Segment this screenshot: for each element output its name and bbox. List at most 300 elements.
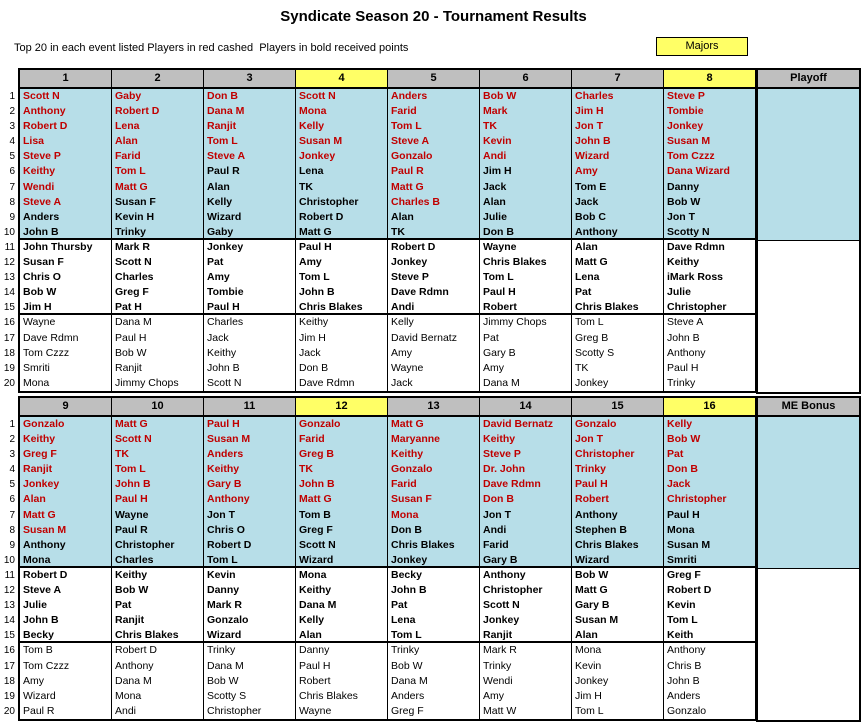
player-cell: Amy	[388, 346, 479, 361]
player-cell: Anthony	[664, 643, 755, 658]
player-cell: David Bernatz	[480, 417, 571, 432]
player-cell: Dave Rdmn	[20, 331, 111, 346]
player-cell: Paul H	[204, 300, 295, 315]
row-number: 16	[3, 645, 15, 657]
player-cell: Christopher	[572, 447, 663, 462]
player-cell: Lena	[296, 164, 387, 179]
row-number: 4	[9, 464, 15, 476]
player-cell: Wayne	[296, 704, 387, 719]
player-cell: Dana M	[388, 674, 479, 689]
event-header: 3	[204, 70, 295, 89]
event-column-2	[112, 70, 204, 391]
player-cell: Jonkey	[664, 119, 755, 134]
player-cell: Kevin H	[112, 210, 203, 225]
player-cell: Amy	[296, 255, 387, 270]
player-cell: Susan M	[572, 613, 663, 628]
event-header: 16	[664, 398, 755, 417]
player-cell: Dana M	[112, 315, 203, 330]
player-cell: Keithy	[296, 315, 387, 330]
event-column-14	[480, 398, 572, 719]
player-cell: Wizard	[296, 553, 387, 568]
player-cell: Anthony	[20, 538, 111, 553]
player-cell: Gary B	[204, 477, 295, 492]
player-cell: Paul H	[664, 508, 755, 523]
player-cell: Bob W	[572, 568, 663, 583]
side-panel-lower-area	[758, 241, 859, 392]
player-cell: Lena	[572, 270, 663, 285]
player-cell: Robert D	[296, 210, 387, 225]
row-number: 19	[3, 362, 15, 374]
player-cell: Anthony	[664, 346, 755, 361]
player-cell: Greg F	[388, 704, 479, 719]
row-number: 5	[9, 479, 15, 491]
player-cell: Smriti	[664, 553, 755, 568]
player-cell: Jonkey	[388, 255, 479, 270]
player-cell: Tom L	[112, 164, 203, 179]
player-cell: Mona	[388, 508, 479, 523]
row-number: 15	[3, 302, 15, 314]
player-cell: Alan	[20, 492, 111, 507]
player-cell: Bob C	[572, 210, 663, 225]
player-cell: Don B	[388, 523, 479, 538]
player-cell: Andi	[480, 149, 571, 164]
player-cell: Bob W	[480, 89, 571, 104]
player-cell: Dana M	[204, 659, 295, 674]
player-cell: Jack	[572, 195, 663, 210]
row-number: 20	[3, 705, 15, 717]
player-cell: Gonzalo	[388, 462, 479, 477]
player-cell: Andi	[480, 523, 571, 538]
player-cell: Ranjit	[480, 628, 571, 643]
row-number: 2	[9, 106, 15, 118]
player-cell: Danny	[296, 643, 387, 658]
player-cell: Dave Rdmn	[480, 477, 571, 492]
player-cell: Bob W	[112, 346, 203, 361]
player-cell: Pat	[112, 598, 203, 613]
player-cell: Matt G	[20, 508, 111, 523]
player-cell: Bob W	[112, 583, 203, 598]
side-panel-lower-area	[758, 569, 859, 720]
player-cell: Lena	[112, 119, 203, 134]
player-cell: Lisa	[20, 134, 111, 149]
row-number: 4	[9, 136, 15, 148]
player-cell: Farid	[388, 477, 479, 492]
player-cell: Ranjit	[112, 361, 203, 376]
player-cell: Paul R	[388, 164, 479, 179]
row-number: 11	[4, 241, 15, 253]
player-cell: John B	[296, 477, 387, 492]
player-cell: Alan	[112, 134, 203, 149]
player-cell: Mona	[296, 104, 387, 119]
player-cell: Jon T	[204, 508, 295, 523]
event-column-7	[572, 70, 664, 391]
majors-badge: Majors	[656, 37, 748, 56]
row-number: 7	[9, 181, 15, 193]
player-cell: Keithy	[480, 432, 571, 447]
player-cell: Gonzalo	[664, 704, 755, 719]
player-cell: Jonkey	[296, 149, 387, 164]
player-cell: Danny	[664, 180, 755, 195]
player-cell: Kevin	[204, 568, 295, 583]
row-number: 19	[3, 690, 15, 702]
player-cell: iMark Ross	[664, 270, 755, 285]
event-column-5	[388, 70, 480, 391]
player-cell: Paul H	[204, 417, 295, 432]
player-cell: Jack	[296, 346, 387, 361]
player-cell: TK	[572, 361, 663, 376]
player-cell: Jimmy Chops	[112, 376, 203, 391]
player-cell: Dave Rdmn	[664, 240, 755, 255]
player-cell: Wendi	[20, 180, 111, 195]
player-cell: Keithy	[204, 346, 295, 361]
player-cell: Kelly	[204, 195, 295, 210]
row-number: 10	[3, 226, 15, 238]
player-cell: Matt G	[112, 417, 203, 432]
player-cell: Robert D	[112, 643, 203, 658]
row-number: 15	[3, 630, 15, 642]
player-cell: Robert	[572, 492, 663, 507]
player-cell: John B	[112, 477, 203, 492]
player-cell: Wendi	[480, 674, 571, 689]
player-cell: Dr. John	[480, 462, 571, 477]
player-cell: Keithy	[20, 432, 111, 447]
player-cell: Anthony	[204, 492, 295, 507]
player-cell: Wayne	[480, 240, 571, 255]
player-cell: Gonzalo	[388, 149, 479, 164]
player-cell: Trinky	[664, 376, 755, 391]
event-header: 11	[204, 398, 295, 417]
player-cell: Steve A	[204, 149, 295, 164]
player-cell: Robert D	[20, 568, 111, 583]
player-cell: Robert D	[20, 119, 111, 134]
event-header: 1	[20, 70, 111, 89]
player-cell: Wayne	[20, 315, 111, 330]
player-cell: Kelly	[296, 119, 387, 134]
player-cell: Charles	[204, 315, 295, 330]
player-cell: Steve A	[388, 134, 479, 149]
player-cell: Scott N	[480, 598, 571, 613]
player-cell: Dana M	[204, 104, 295, 119]
player-cell: Robert	[296, 674, 387, 689]
player-cell: Anders	[204, 447, 295, 462]
player-cell: Don B	[296, 361, 387, 376]
event-header: 7	[572, 70, 663, 89]
event-header: 15	[572, 398, 663, 417]
player-cell: Steve P	[20, 149, 111, 164]
player-cell: Amy	[204, 270, 295, 285]
event-header: 12	[296, 398, 387, 417]
event-header: 6	[480, 70, 571, 89]
row-number: 10	[3, 554, 15, 566]
player-cell: Jonkey	[20, 477, 111, 492]
player-cell: Mark R	[204, 598, 295, 613]
player-cell: Farid	[388, 104, 479, 119]
player-cell: Paul R	[204, 164, 295, 179]
player-cell: Jim H	[20, 300, 111, 315]
row-number: 17	[3, 332, 15, 344]
player-cell: Gonzalo	[296, 417, 387, 432]
player-cell: Scotty S	[204, 689, 295, 704]
player-cell: John B	[204, 361, 295, 376]
player-cell: Ranjit	[204, 119, 295, 134]
player-cell: John B	[664, 331, 755, 346]
player-cell: Lena	[388, 613, 479, 628]
player-cell: Robert D	[664, 583, 755, 598]
player-cell: Susan M	[664, 538, 755, 553]
row-number: 18	[3, 347, 15, 359]
player-cell: Christopher	[112, 538, 203, 553]
player-cell: Stephen B	[572, 523, 663, 538]
event-column-10	[112, 398, 204, 719]
player-cell: John B	[388, 583, 479, 598]
player-cell: Paul R	[112, 523, 203, 538]
player-cell: Jim H	[572, 104, 663, 119]
player-cell: Wizard	[204, 210, 295, 225]
player-cell: Julie	[20, 598, 111, 613]
player-cell: Christopher	[296, 195, 387, 210]
event-column-3	[204, 70, 296, 391]
side-panel-points-area	[758, 89, 859, 241]
results-table-events-9-16	[3, 396, 864, 722]
player-cell: Trinky	[388, 643, 479, 658]
player-cell: Kelly	[388, 315, 479, 330]
player-cell: Christopher	[664, 492, 755, 507]
player-cell: Keithy	[388, 447, 479, 462]
event-header: 2	[112, 70, 203, 89]
player-cell: Charles B	[388, 195, 479, 210]
events-grid	[18, 396, 757, 721]
event-header: 9	[20, 398, 111, 417]
player-cell: Trinky	[480, 659, 571, 674]
player-cell: Trinky	[204, 643, 295, 658]
playoff-panel	[756, 68, 861, 394]
player-cell: Tom L	[388, 628, 479, 643]
player-cell: Don B	[204, 89, 295, 104]
player-cell: Kelly	[664, 417, 755, 432]
event-column-8	[664, 70, 755, 391]
player-cell: Robert D	[204, 538, 295, 553]
player-cell: Don B	[480, 492, 571, 507]
player-cell: Chris Blakes	[388, 538, 479, 553]
event-header: 8	[664, 70, 755, 89]
event-header: 14	[480, 398, 571, 417]
player-cell: Wayne	[112, 508, 203, 523]
player-cell: Greg F	[20, 447, 111, 462]
player-cell: Chris O	[20, 270, 111, 285]
player-cell: Gary B	[480, 553, 571, 568]
player-cell: Jon T	[572, 119, 663, 134]
legend-text: Top 20 in each event listed Players in red cashed Players in bold received points	[14, 42, 409, 54]
player-cell: Charles	[112, 270, 203, 285]
player-cell: Dana Wizard	[664, 164, 755, 179]
event-column-13	[388, 398, 480, 719]
player-cell: Maryanne	[388, 432, 479, 447]
player-cell: Paul H	[480, 285, 571, 300]
row-number: 16	[3, 317, 15, 329]
player-cell: Jack	[480, 180, 571, 195]
player-cell: Chris B	[664, 659, 755, 674]
player-cell: Bob W	[20, 285, 111, 300]
player-cell: Bob W	[388, 659, 479, 674]
player-cell: Paul R	[20, 704, 111, 719]
event-column-6	[480, 70, 572, 391]
player-cell: Susan M	[20, 523, 111, 538]
player-cell: Matt G	[296, 225, 387, 240]
player-cell: John Thursby	[20, 240, 111, 255]
player-cell: Jim H	[572, 689, 663, 704]
player-cell: Anthony	[112, 659, 203, 674]
player-cell: Alan	[572, 628, 663, 643]
player-cell: Kelly	[296, 613, 387, 628]
player-cell: Dana M	[296, 598, 387, 613]
player-cell: Tom L	[204, 553, 295, 568]
player-cell: Susan F	[388, 492, 479, 507]
row-number: 14	[3, 287, 15, 299]
player-cell: Keithy	[112, 568, 203, 583]
player-cell: Scotty S	[572, 346, 663, 361]
player-cell: Gonzalo	[572, 417, 663, 432]
player-cell: Mark	[480, 104, 571, 119]
player-cell: Amy	[20, 674, 111, 689]
player-cell: Paul H	[664, 361, 755, 376]
player-cell: Anders	[388, 89, 479, 104]
player-cell: Farid	[112, 149, 203, 164]
player-cell: Pat	[480, 331, 571, 346]
row-number: 11	[4, 569, 15, 581]
player-cell: Matt G	[572, 583, 663, 598]
me-bonus-panel	[756, 396, 861, 722]
player-cell: Steve A	[20, 195, 111, 210]
player-cell: John B	[572, 134, 663, 149]
row-number: 12	[3, 257, 15, 269]
row-number: 5	[9, 151, 15, 163]
player-cell: Jon T	[572, 432, 663, 447]
player-cell: Farid	[296, 432, 387, 447]
player-cell: Trinky	[112, 225, 203, 240]
player-cell: Scott N	[112, 432, 203, 447]
player-cell: Matt G	[572, 255, 663, 270]
player-cell: Pat	[664, 447, 755, 462]
player-cell: Gonzalo	[204, 613, 295, 628]
player-cell: Jim H	[296, 331, 387, 346]
player-cell: Jonkey	[572, 674, 663, 689]
player-cell: John B	[664, 674, 755, 689]
player-cell: Mona	[664, 523, 755, 538]
player-cell: Julie	[480, 210, 571, 225]
player-cell: Scott N	[296, 538, 387, 553]
player-cell: Gary B	[480, 346, 571, 361]
player-cell: Greg F	[664, 568, 755, 583]
player-cell: Jonkey	[480, 613, 571, 628]
player-cell: Greg F	[296, 523, 387, 538]
player-cell: Bob W	[664, 432, 755, 447]
player-cell: Steve P	[480, 447, 571, 462]
player-cell: Matt W	[480, 704, 571, 719]
player-cell: Jon T	[664, 210, 755, 225]
player-cell: Matt G	[296, 492, 387, 507]
player-cell: Trinky	[572, 462, 663, 477]
row-number: 7	[9, 509, 15, 521]
player-cell: Paul H	[572, 477, 663, 492]
player-cell: Wayne	[388, 361, 479, 376]
player-cell: Scott N	[20, 89, 111, 104]
player-cell: Anders	[664, 689, 755, 704]
player-cell: Chris Blakes	[296, 300, 387, 315]
side-panel-points-area	[758, 417, 859, 569]
player-cell: Anthony	[20, 104, 111, 119]
player-cell: Jon T	[480, 508, 571, 523]
player-cell: Robert D	[112, 104, 203, 119]
player-cell: John B	[20, 613, 111, 628]
player-cell: Mark R	[480, 643, 571, 658]
player-cell: Jimmy Chops	[480, 315, 571, 330]
row-number: 14	[3, 615, 15, 627]
player-cell: Steve A	[664, 315, 755, 330]
player-cell: Tombie	[664, 104, 755, 119]
row-number: 9	[9, 539, 15, 551]
player-cell: Greg B	[296, 447, 387, 462]
player-cell: Tombie	[204, 285, 295, 300]
event-column-12	[296, 398, 388, 719]
player-cell: Tom L	[388, 119, 479, 134]
player-cell: Jonkey	[204, 240, 295, 255]
player-cell: Steve P	[664, 89, 755, 104]
player-cell: Dave Rdmn	[296, 376, 387, 391]
player-cell: TK	[480, 119, 571, 134]
player-cell: Tom Czzz	[664, 149, 755, 164]
row-number: 20	[3, 377, 15, 389]
player-cell: Tom L	[112, 462, 203, 477]
player-cell: Don B	[480, 225, 571, 240]
row-number: 12	[3, 585, 15, 597]
player-cell: Susan M	[664, 134, 755, 149]
player-cell: Anthony	[572, 225, 663, 240]
player-cell: TK	[388, 225, 479, 240]
player-cell: Wizard	[204, 628, 295, 643]
player-cell: Matt G	[388, 417, 479, 432]
player-cell: Gary B	[572, 598, 663, 613]
player-cell: Anders	[388, 689, 479, 704]
player-cell: Wizard	[572, 149, 663, 164]
event-header: 5	[388, 70, 479, 89]
player-cell: Tom B	[20, 643, 111, 658]
player-cell: John B	[20, 225, 111, 240]
player-cell: Danny	[204, 583, 295, 598]
player-cell: Amy	[572, 164, 663, 179]
player-cell: Alan	[204, 180, 295, 195]
player-cell: Scott N	[296, 89, 387, 104]
player-cell: Becky	[20, 628, 111, 643]
player-cell: Dana M	[112, 674, 203, 689]
side-panel-header: Playoff	[758, 70, 859, 89]
player-cell: Anthony	[480, 568, 571, 583]
player-cell: Greg F	[112, 285, 203, 300]
player-cell: TK	[296, 462, 387, 477]
player-cell: Tom L	[572, 315, 663, 330]
player-cell: Dana M	[480, 376, 571, 391]
event-column-1	[20, 70, 112, 391]
row-number: 8	[9, 524, 15, 536]
row-number: 1	[9, 419, 15, 430]
player-cell: Kevin	[664, 598, 755, 613]
player-cell: Jack	[388, 376, 479, 391]
player-cell: Jonkey	[572, 376, 663, 391]
player-cell: Mona	[112, 689, 203, 704]
row-number: 18	[3, 675, 15, 687]
player-cell: Anthony	[572, 508, 663, 523]
player-cell: Chris Blakes	[480, 255, 571, 270]
player-cell: Gonzalo	[20, 417, 111, 432]
